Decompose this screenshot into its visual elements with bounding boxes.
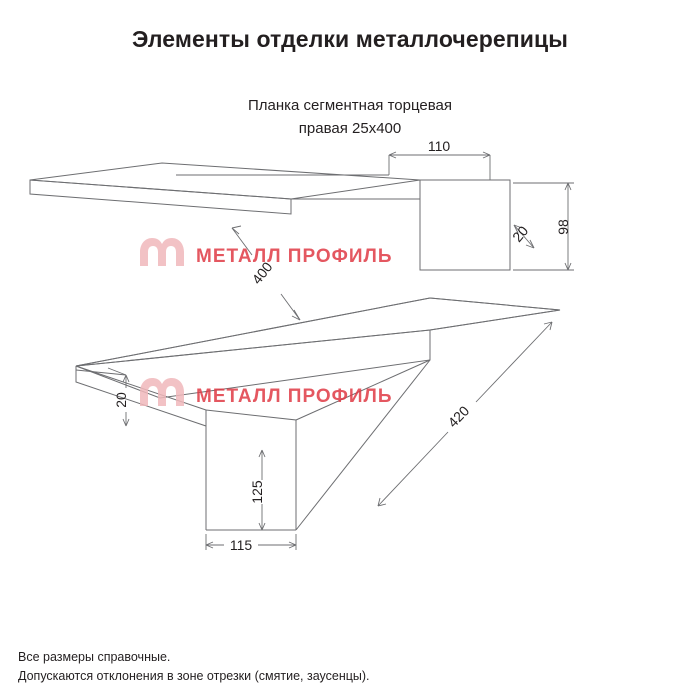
dim-label-20-left: 20	[113, 392, 129, 408]
watermark-text-lower: МЕТАЛЛ ПРОФИЛЬ	[196, 386, 393, 407]
dim-label-400: 400	[248, 258, 276, 288]
dim-400-seg-b	[281, 294, 300, 320]
shape-upper-top-face	[30, 163, 420, 199]
shape-lower-edge-right-front	[430, 310, 560, 330]
shape-lower-inner-edge	[206, 410, 296, 530]
watermark-lower	[140, 378, 393, 407]
subtitle-line-2: правая 25х400	[298, 120, 402, 137]
dim-label-420: 420	[444, 402, 473, 431]
dim-label-20-top: 20	[509, 222, 532, 245]
dim-420-seg-b	[378, 432, 448, 506]
shape-lower-edge-right-top	[430, 298, 560, 310]
footnotes	[18, 648, 370, 686]
watermark-text-upper: МЕТАЛЛ ПРОФИЛЬ	[196, 246, 393, 267]
technical-drawing	[0, 130, 700, 580]
footnote-line-1: Все размеры справочные.	[18, 650, 171, 664]
shape-upper-front-face	[30, 180, 291, 214]
dim-label-115: 115	[229, 537, 253, 553]
shape-upper-end-face	[420, 180, 510, 270]
dim-label-125: 125	[249, 480, 265, 504]
footnote-line-2: Допускаются отклонения в зоне отрезки (смятие, заусенцы).	[18, 669, 370, 683]
dimension-lines	[62, 152, 574, 550]
dim-20left-line-b	[108, 411, 126, 418]
dim-420-seg-a	[476, 322, 552, 402]
shape-lower-edge-top	[76, 298, 430, 366]
dim-20left-ext-a	[62, 386, 72, 402]
dim-label-98: 98	[555, 219, 571, 235]
subtitle-line-1: Планка сегментная торцевая	[247, 97, 453, 114]
dim-label-110: 110	[427, 138, 451, 154]
shape-lower-top-face-right	[76, 298, 560, 366]
page-title: Элементы отделки металлочерепицы	[131, 26, 568, 52]
